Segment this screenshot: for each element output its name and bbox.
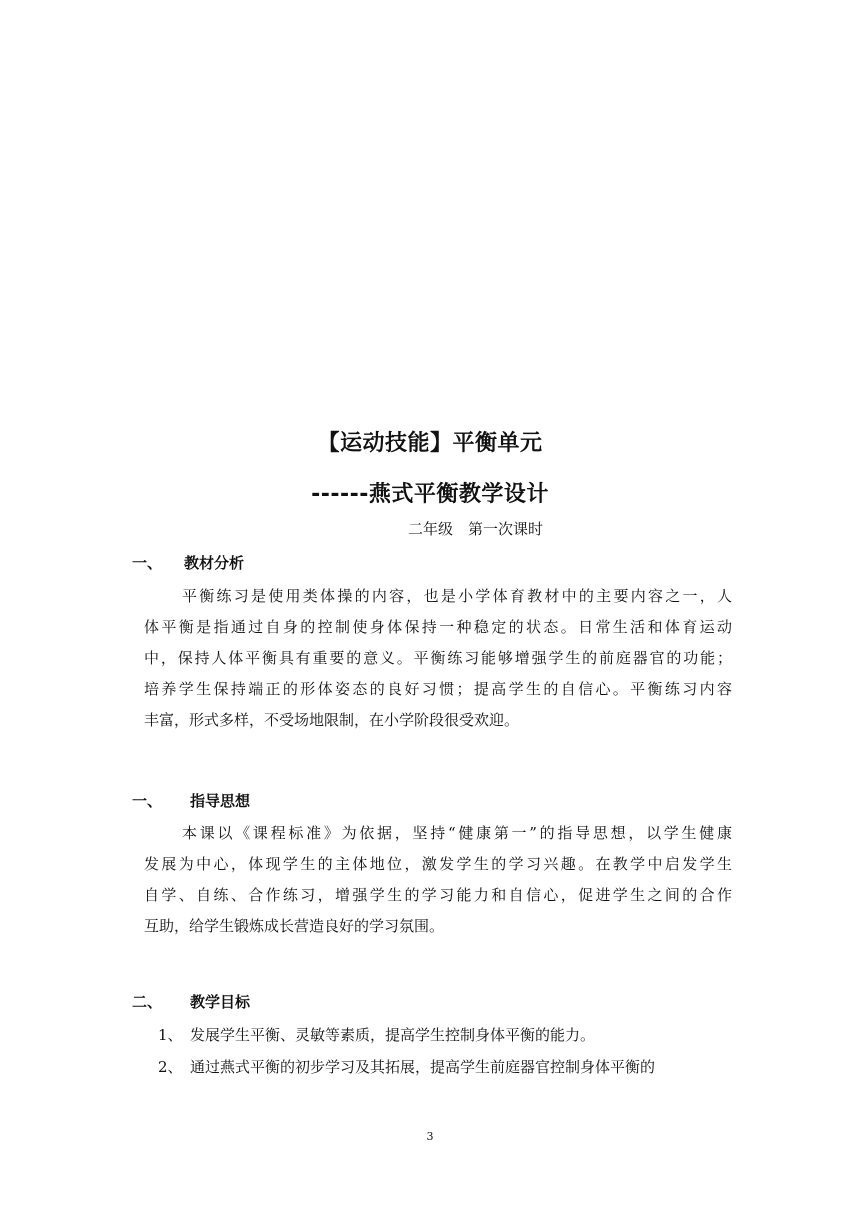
section-title: 教学目标	[190, 993, 251, 1011]
goal-text: 发展学生平衡、灵敏等素质，提高学生控制身体平衡的能力。	[190, 1026, 596, 1044]
document-subtitle-title: ------燕式平衡教学设计	[311, 482, 549, 507]
section-title: 教材分析	[184, 554, 245, 572]
goal-number: 2、	[158, 1058, 183, 1076]
paragraph-line: 中，保持人体平衡具有重要的意义。平衡练习能够增强学生的前庭器官的功能；	[144, 649, 732, 667]
section-paragraph-materials	[144, 581, 732, 736]
paragraph-line: 培养学生保持端正的形体姿态的良好习惯；提高学生的自信心。平衡练习内容	[144, 680, 732, 698]
goal-list-item	[158, 1024, 734, 1045]
section-number: 一、	[132, 554, 163, 572]
document-title: 【运动技能】平衡单元	[317, 431, 543, 456]
paragraph-line: 发展为中心，体现学生的主体地位，激发学生的学习兴趣。在教学中启发学生	[144, 855, 732, 873]
grade-lesson-label: 二年级 第一次课时	[408, 520, 544, 538]
paragraph-line: 丰富，形式多样，不受场地限制，在小学阶段很受欢迎。	[144, 711, 520, 729]
paragraph-line: 自学、自练、合作练习，增强学生的学习能力和自信心，促进学生之间的合作	[144, 886, 732, 904]
section-heading-materials	[132, 552, 244, 573]
goal-list-item	[158, 1056, 734, 1077]
section-title: 指导思想	[190, 792, 251, 810]
section-heading-guiding-ideas	[132, 790, 250, 811]
paragraph-line: 互助，给学生锻炼成长营造良好的学习氛围。	[144, 917, 445, 935]
section-number: 二、	[132, 993, 163, 1011]
section-number: 一、	[132, 792, 163, 810]
paragraph-line: 平衡练习是使用类体操的内容，也是小学体育教材中的主要内容之一，人	[182, 587, 732, 605]
paragraph-line: 本课以《课程标准》为依据，坚持“健康第一”的指导思想，以学生健康	[182, 824, 732, 842]
section-paragraph-guiding-ideas	[144, 818, 732, 942]
goal-number: 1、	[158, 1026, 183, 1044]
goal-text: 通过燕式平衡的初步学习及其拓展，提高学生前庭器官控制身体平衡的	[190, 1058, 656, 1076]
page-number: 3	[426, 1130, 434, 1143]
paragraph-line: 体平衡是指通过自身的控制使身体保持一种稳定的状态。日常生活和体育运动	[144, 618, 732, 636]
section-heading-teaching-goals	[132, 991, 250, 1012]
